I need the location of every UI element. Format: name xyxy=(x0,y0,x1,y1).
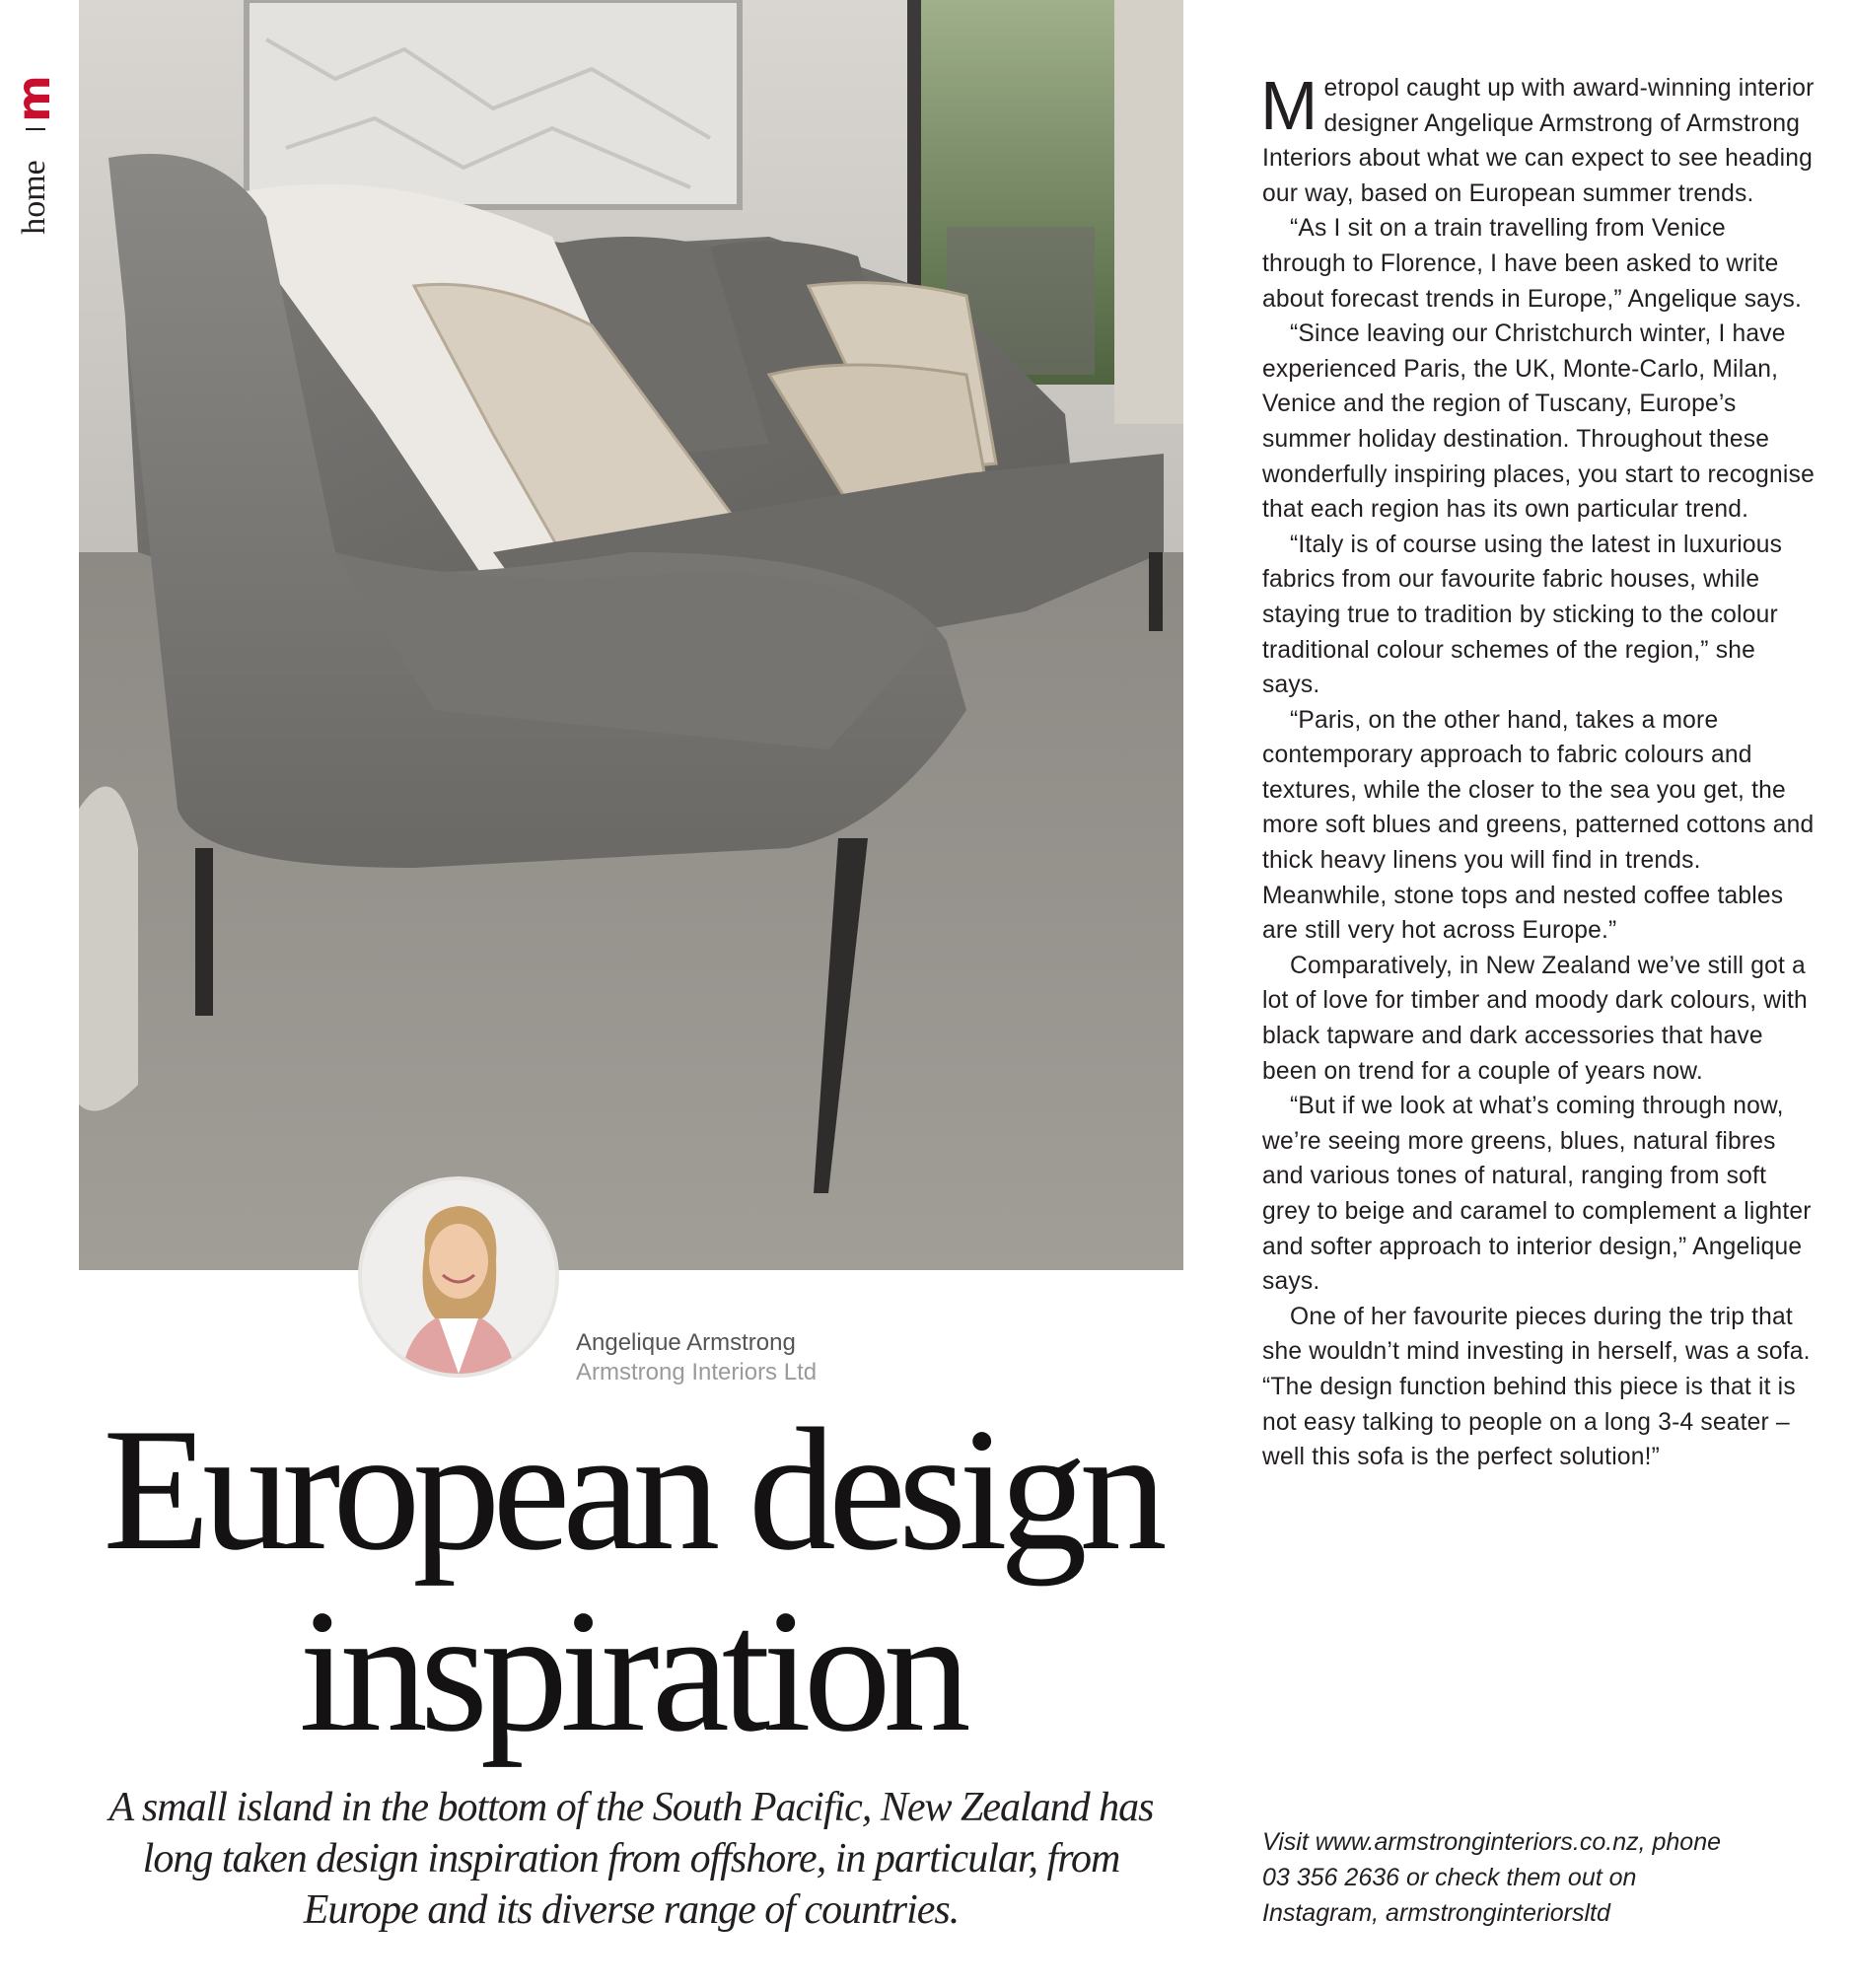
standfirst xyxy=(89,1782,1174,1940)
contact-line-3: Instagram, armstronginteriorsltd xyxy=(1262,1899,1610,1927)
article-paragraph: “Italy is of course using the latest in luxurious fabrics from our favourite fabric houses, while staying true to tradition by sticking to the colour traditional colour schemes of the region,” she says. xyxy=(1262,531,1783,699)
article-paragraph xyxy=(1260,67,1815,211)
standfirst-line-3: Europe and its diverse range of countries. xyxy=(303,1887,960,1933)
article-paragraph: “Since leaving our Christchurch winter, I have experienced Paris, the UK, Monte-Carlo, Milan, Venice and the region of Tuscany, Europe’s summer holiday destination. Throughout these wonderfully inspiring places, you start to recognise that each region has its own particular trend. xyxy=(1262,320,1815,524)
drop-cap: M xyxy=(1260,67,1318,144)
author-portrait xyxy=(358,1176,559,1378)
standfirst-line-1: A small island in the bottom of the South Pacific, New Zealand has xyxy=(108,1785,1154,1830)
contact-line-1: Visit www.armstronginteriors.co.nz, phone xyxy=(1262,1828,1722,1856)
article-paragraph: Comparatively, in New Zealand we’ve still got a lot of love for timber and moody dark colours, with black tapware and dark accessories that have been on trend for a couple of years now. xyxy=(1262,952,1808,1085)
running-head-divider xyxy=(26,128,45,130)
headline xyxy=(79,1391,1183,1768)
article-body xyxy=(1260,67,1815,1728)
headline-line-1: European design xyxy=(103,1391,1160,1587)
article-paragraph: One of her favourite pieces during the trip that she wouldn’t mind investing in herself, was a sofa. “The design function behind this piece is that it is not easy talking to people on a long 3-4 seater – well this sofa is the perfect solution!” xyxy=(1262,1303,1811,1471)
author-portrait-icon xyxy=(362,1180,555,1374)
article-paragraph: “But if we look at what’s coming through now, we’re seeing more greens, blues, natural fibres and various tones of natural, ranging from soft grey to beige and caramel to complement a lighter and softer approach to interior design,” Angelique says. xyxy=(1262,1093,1812,1296)
article-paragraph: “As I sit on a train travelling from Venice through to Florence, I have been asked to write about forecast trends in Europe,” Angelique says. xyxy=(1262,215,1803,313)
hero-photo xyxy=(79,0,1183,1270)
magazine-logo-letter: m xyxy=(7,75,60,122)
sofa-photo-icon xyxy=(79,0,1183,1270)
paragraph-text: etropol caught up with award-winning interior designer Angelique Armstrong of Armstrong Interiors about what we can expect to see heading our way, based on European summer trends. xyxy=(1262,75,1815,207)
running-head xyxy=(8,75,61,233)
section-label: home xyxy=(16,160,52,235)
author-name: Angelique Armstrong xyxy=(576,1329,796,1356)
contact-note xyxy=(1262,1824,1815,1943)
author-company: Armstrong Interiors Ltd xyxy=(576,1359,818,1385)
contact-line-2: 03 356 2636 or check them out on xyxy=(1262,1864,1637,1891)
standfirst-line-2: long taken design inspiration from offshore, in particular, from xyxy=(142,1836,1120,1882)
article-paragraph: “Paris, on the other hand, takes a more contemporary approach to fabric colours and textures, while the closer to the sea you get, the more soft blues and greens, patterned cottons and thick heavy linens you will find in trends. Meanwhile, stone tops and nested coffee tables are still very hot across Europe.” xyxy=(1262,706,1815,945)
headline-line-2: inspiration xyxy=(299,1573,963,1768)
